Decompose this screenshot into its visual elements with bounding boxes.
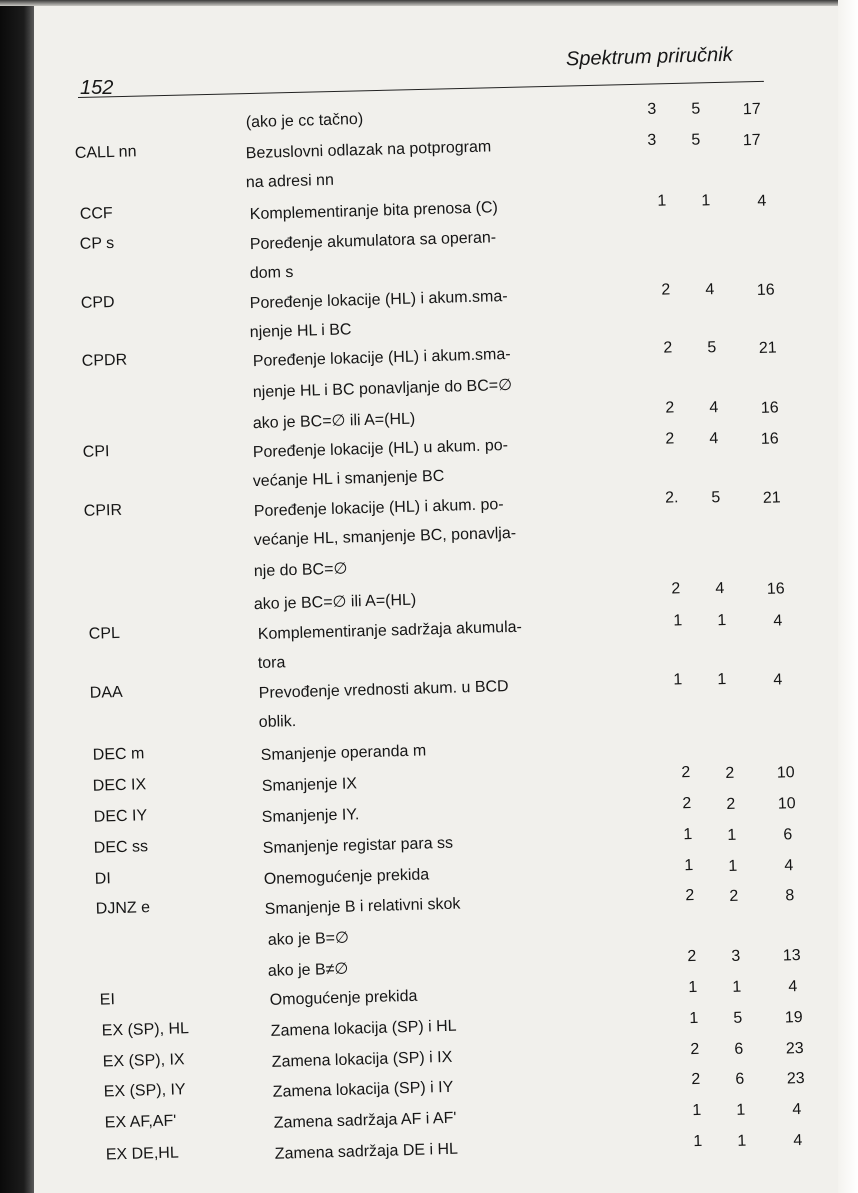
- instruction-mnemonic: DAA: [89, 684, 123, 702]
- states-value: 4: [773, 612, 783, 630]
- bytes-value: 1: [684, 857, 694, 875]
- instruction-description: Smanjenje B i relativni skok: [264, 895, 461, 918]
- instruction-description: Poređenje lokacije (HL) i akum.sma-: [249, 287, 508, 312]
- instruction-mnemonic: CPDR: [81, 351, 128, 370]
- cycles-value: 4: [715, 580, 725, 598]
- bytes-value: 2: [661, 281, 671, 299]
- instruction-description: na adresi nn: [245, 171, 335, 191]
- instruction-description: Zamena lokacija (SP) i HL: [270, 1017, 457, 1040]
- instruction-description: Zamena lokacija (SP) i IY: [272, 1078, 454, 1101]
- bytes-value: 3: [647, 131, 657, 149]
- instruction-description: ako je B≠∅: [267, 960, 349, 980]
- instruction-mnemonic: EX (SP), IX: [102, 1051, 185, 1071]
- instruction-description: Prevođenje vrednosti akum. u BCD: [258, 678, 509, 702]
- states-value: 4: [757, 192, 767, 210]
- instruction-description: ako je B=∅: [267, 929, 350, 949]
- instruction-mnemonic: CCF: [79, 205, 113, 223]
- cycles-value: 1: [717, 671, 727, 689]
- states-value: 23: [785, 1040, 804, 1058]
- bytes-value: 2: [681, 764, 691, 782]
- instruction-description: dom s: [249, 263, 294, 282]
- cycles-value: 6: [735, 1070, 745, 1088]
- states-value: 19: [784, 1009, 803, 1027]
- instruction-description: Zamena sadržaja DE i HL: [274, 1140, 459, 1163]
- instruction-description: njenje HL i BC ponavljanje do BC=∅: [252, 376, 513, 401]
- cycles-value: 1: [737, 1132, 747, 1150]
- cycles-value: 4: [705, 281, 715, 299]
- cycles-value: 5: [691, 100, 701, 118]
- instruction-description: Poređenje lokacije (HL) i akum. po-: [253, 496, 504, 520]
- instruction-mnemonic: DEC ss: [93, 838, 149, 857]
- states-value: 16: [760, 430, 779, 448]
- instruction-mnemonic: CPD: [80, 294, 115, 312]
- bytes-value: 1: [693, 1132, 703, 1150]
- instruction-mnemonic: DEC m: [92, 745, 145, 764]
- page-number: 152: [80, 77, 114, 99]
- cycles-value: 2: [725, 764, 735, 782]
- bytes-value: 1: [689, 1009, 699, 1027]
- instruction-mnemonic: DEC IX: [92, 776, 147, 795]
- instruction-description: Smanjenje operanda m: [260, 742, 427, 764]
- states-value: 16: [766, 580, 785, 598]
- running-title: Spektrum priručnik: [565, 43, 733, 71]
- instruction-description: ako je BC=∅ ili A=(HL): [252, 410, 416, 432]
- instruction-description: većanje HL i smanjenje BC: [252, 467, 445, 490]
- bytes-value: 2: [663, 339, 673, 357]
- cycles-value: 2: [726, 795, 736, 813]
- states-value: 4: [788, 978, 798, 996]
- instruction-description: većanje HL, smanjenje BC, ponavlja-: [253, 524, 517, 549]
- instruction-mnemonic: DI: [94, 870, 112, 888]
- instruction-description: Komplementiranje sadržaja akumula-: [257, 618, 523, 643]
- instruction-mnemonic: CPIR: [83, 501, 123, 520]
- instruction-mnemonic: CP s: [79, 235, 115, 253]
- instruction-description: tora: [257, 654, 286, 672]
- instruction-mnemonic: DJNZ e: [95, 899, 151, 918]
- bytes-value: 1: [673, 612, 683, 630]
- bytes-value: 1: [673, 671, 683, 689]
- bytes-value: 3: [647, 100, 657, 118]
- states-value: 16: [760, 399, 779, 417]
- cycles-value: 4: [709, 399, 719, 417]
- states-value: 4: [792, 1101, 802, 1119]
- instruction-mnemonic: CPL: [88, 625, 121, 643]
- states-value: 16: [756, 281, 775, 299]
- bytes-value: 2.: [664, 489, 679, 507]
- states-value: 4: [773, 671, 783, 689]
- instruction-mnemonic: EX DE,HL: [105, 1143, 179, 1163]
- states-value: 23: [786, 1070, 805, 1088]
- bytes-value: 2: [687, 947, 697, 965]
- states-value: 6: [783, 826, 793, 844]
- states-value: 17: [742, 100, 761, 118]
- cycles-value: 1: [732, 978, 742, 996]
- cycles-value: 6: [734, 1040, 744, 1058]
- cycles-value: 5: [733, 1009, 743, 1027]
- cycles-value: 4: [709, 430, 719, 448]
- cycles-value: 5: [691, 131, 701, 149]
- instruction-mnemonic: EI: [99, 991, 116, 1009]
- instruction-mnemonic: CALL nn: [74, 143, 137, 162]
- cycles-value: 2: [729, 887, 739, 905]
- cycles-value: 1: [701, 192, 711, 210]
- instruction-description: Komplementiranje bita prenosa (C): [249, 199, 499, 223]
- instruction-mnemonic: CPI: [82, 443, 110, 461]
- instruction-description: njenje HL i BC: [249, 321, 352, 341]
- instruction-description: Smanjenje IY.: [261, 806, 360, 826]
- instruction-description: ako je BC=∅ ili A=(HL): [253, 591, 417, 613]
- instruction-mnemonic: EX AF,AF': [104, 1113, 177, 1132]
- cycles-value: 5: [711, 489, 721, 507]
- instruction-mnemonic: EX (SP), HL: [101, 1020, 190, 1040]
- cycles-value: 1: [727, 826, 737, 844]
- cycles-value: 3: [731, 947, 741, 965]
- instruction-description: nje do BC=∅: [253, 560, 348, 580]
- bytes-value: 1: [688, 978, 698, 996]
- cycles-value: 1: [736, 1101, 746, 1119]
- bytes-value: 1: [683, 826, 693, 844]
- states-value: 10: [777, 795, 796, 813]
- cycles-value: 5: [707, 339, 717, 357]
- bytes-value: 2: [682, 795, 692, 813]
- instruction-description: Omogućenje prekida: [269, 987, 418, 1009]
- instruction-mnemonic: DEC IY: [93, 807, 148, 826]
- instruction-description: Bezuslovni odlazak na potprogram: [245, 138, 492, 162]
- instruction-description: Poređenje lokacije (HL) i akum.sma-: [252, 345, 511, 370]
- bytes-value: 2: [665, 399, 675, 417]
- states-value: 4: [793, 1132, 803, 1150]
- states-value: 10: [776, 764, 795, 782]
- states-value: 17: [742, 131, 761, 149]
- bytes-value: 1: [657, 192, 667, 210]
- states-value: 8: [785, 887, 795, 905]
- states-value: 21: [758, 339, 777, 357]
- instruction-description: Zamena lokacija (SP) i IX: [271, 1048, 453, 1071]
- states-value: 21: [762, 489, 781, 507]
- instruction-description: oblik.: [258, 712, 297, 731]
- bytes-value: 2: [685, 887, 695, 905]
- bytes-value: 2: [671, 580, 681, 598]
- states-value: 13: [782, 947, 801, 965]
- instruction-description: Smanjenje registar para ss: [262, 834, 454, 857]
- instruction-description: Smanjenje IX: [261, 775, 358, 795]
- instruction-description: Poređenje lokacije (HL) u akum. po-: [252, 436, 509, 461]
- instruction-description: Poređenje akumulatora sa operan-: [249, 229, 497, 253]
- instruction-description: Onemogućenje prekida: [263, 866, 430, 888]
- states-value: 4: [784, 857, 794, 875]
- bytes-value: 2: [690, 1040, 700, 1058]
- bytes-value: 2: [691, 1070, 701, 1088]
- bytes-value: 2: [665, 430, 675, 448]
- cycles-value: 1: [717, 612, 727, 630]
- bytes-value: 1: [692, 1101, 702, 1119]
- cycles-value: 1: [728, 857, 738, 875]
- instruction-description: (ako je cc tačno): [245, 110, 364, 131]
- instruction-description: Zamena sadržaja AF i AF': [273, 1109, 457, 1132]
- instruction-mnemonic: EX (SP), IY: [103, 1081, 186, 1101]
